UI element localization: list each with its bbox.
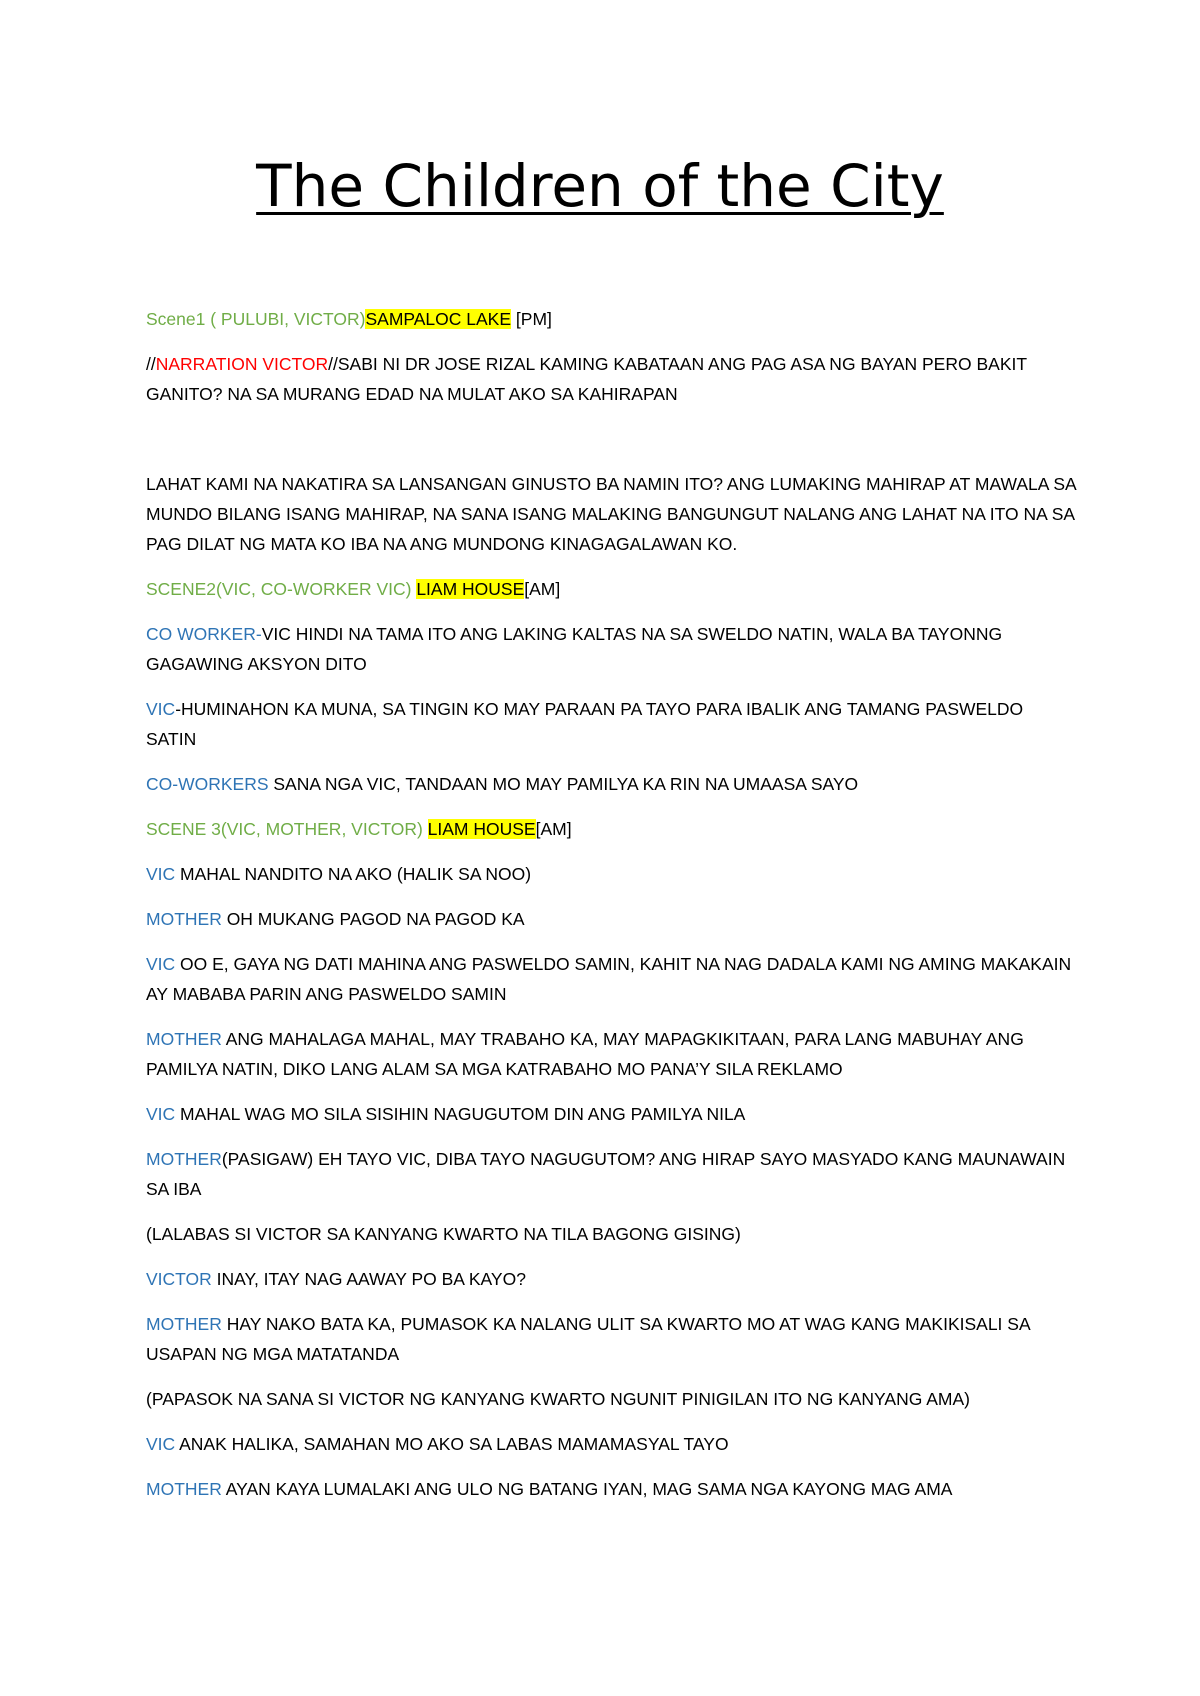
dialogue-text: VIC HINDI NA TAMA ITO ANG LAKING KALTAS NA SA SWELDO NATIN, WALA BA TAYONNG GAGAWING AKSYON DITO [146,624,1003,674]
speaker-name: CO-WORKERS [146,774,269,794]
dialogue-line [146,1429,1076,1459]
dialogue-text: OO E, GAYA NG DATI MAHINA ANG PASWELDO SAMIN, KAHIT NA NAG DADALA KAMI NG AMING MAKAKAIN AY MABABA PARIN ANG PASWELDO SAMIN [146,954,1072,1004]
speaker-name: MOTHER [146,909,222,929]
dialogue-line [146,1264,1076,1294]
speaker-name: VIC [146,1434,176,1454]
direction-text: (PAPASOK NA SANA SI VICTOR NG KANYANG KWARTO NGUNIT PINIGILAN ITO NG KANYANG AMA) [146,1389,970,1409]
speaker-name: MOTHER [146,1479,222,1499]
dialogue-line [146,1024,1076,1084]
dialogue-text: AYAN KAYA LUMALAKI ANG ULO NG BATANG IYAN, MAG SAMA NGA KAYONG MAG AMA [221,1479,953,1499]
dialogue-line [146,694,1076,754]
location-highlight: SAMPALOC LAKE [365,309,512,329]
dialogue-line [146,769,1076,799]
title-text: The Children of the City [256,152,944,220]
direction-text: (LALABAS SI VICTOR SA KANYANG KWARTO NA TILA BAGONG GISING) [146,1224,741,1244]
speaker-name: CO WORKER- [146,624,262,644]
dialogue-line [146,904,1076,934]
scene-label: SCENE 3(VIC, MOTHER, VICTOR) [146,819,428,839]
scene-heading-2 [146,574,1076,604]
speaker-name: VIC [146,1104,176,1124]
paragraph-text: LAHAT KAMI NA NAKATIRA SA LANSANGAN GINUSTO BA NAMIN ITO? ANG LUMAKING MAHIRAP AT MAWALA SA MUNDO BILANG ISANG MAHIRAP, NA SANA ISANG MALAKING BANGUNGUT NALANG ANG LAHAT NA ITO NA SA PAG DILAT NG MATA KO IBA NA ANG MUNDONG KINAGAGALAWAN KO. [146,474,1076,554]
dialogue-line [146,1309,1076,1369]
scene-label: SCENE2(VIC, CO-WORKER VIC) [146,579,417,599]
narration-text: //SABI NI DR JOSE RIZAL KAMING KABATAAN ANG PAG ASA NG BAYAN PERO BAKIT GANITO? NA SA MURANG EDAD NA MULAT AKO SA KAHIRAPAN [146,354,1027,404]
dialogue-line [146,949,1076,1009]
spacer [146,424,1076,469]
dialogue-line [146,1144,1076,1204]
dialogue-text: SANA NGA VIC, TANDAAN MO MAY PAMILYA KA RIN NA UMAASA SAYO [268,774,859,794]
scene-time: [PM] [511,309,552,329]
document-title [0,150,1200,222]
script-body [146,304,1076,1519]
speaker-name: MOTHER [146,1029,222,1049]
dialogue-line [146,1099,1076,1129]
narration-prefix: // [146,354,156,374]
dialogue-text: MAHAL NANDITO NA AKO (HALIK SA NOO) [175,864,532,884]
dialogue-text: (PASIGAW) EH TAYO VIC, DIBA TAYO NAGUGUTOM? ANG HIRAP SAYO MASYADO KANG MAUNAWAIN SA IBA [146,1149,1066,1199]
location-highlight: LIAM HOUSE [416,579,525,599]
dialogue-line [146,859,1076,889]
speaker-name: MOTHER [146,1149,222,1169]
dialogue-text: ANG MAHALAGA MAHAL, MAY TRABAHO KA, MAY MAPAGKIKITAAN, PARA LANG MABUHAY ANG PAMILYA NATIN, DIKO LANG ALAM SA MGA KATRABAHO MO PANA’Y SILA REKLAMO [146,1029,1024,1079]
speaker-name: VIC [146,954,176,974]
narration-line [146,349,1076,409]
speaker-name: VIC [146,699,176,719]
dialogue-text: ANAK HALIKA, SAMAHAN MO AKO SA LABAS MAMAMASYAL TAYO [175,1434,729,1454]
stage-direction [146,1219,1076,1249]
scene-heading-1 [146,304,1076,334]
stage-direction [146,1384,1076,1414]
scene-time: [AM] [524,579,561,599]
dialogue-text: INAY, ITAY NAG AAWAY PO BA KAYO? [211,1269,526,1289]
scene-heading-3 [146,814,1076,844]
location-highlight: LIAM HOUSE [427,819,536,839]
dialogue-line [146,1474,1076,1504]
narration-label: NARRATION VICTOR [155,354,329,374]
speaker-name: VICTOR [146,1269,212,1289]
dialogue-line [146,619,1076,679]
dialogue-text: MAHAL WAG MO SILA SISIHIN NAGUGUTOM DIN ANG PAMILYA NILA [175,1104,746,1124]
narration-paragraph [146,469,1076,559]
dialogue-text: OH MUKANG PAGOD NA PAGOD KA [221,909,525,929]
scene-label: Scene1 ( PULUBI, VICTOR) [146,309,366,329]
speaker-name: VIC [146,864,176,884]
scene-time: [AM] [535,819,572,839]
dialogue-text: -HUMINAHON KA MUNA, SA TINGIN KO MAY PARAAN PA TAYO PARA IBALIK ANG TAMANG PASWELDO SATIN [146,699,1024,749]
dialogue-text: HAY NAKO BATA KA, PUMASOK KA NALANG ULIT SA KWARTO MO AT WAG KANG MAKIKISALI SA USAPAN NG MGA MATATANDA [146,1314,1030,1364]
speaker-name: MOTHER [146,1314,222,1334]
